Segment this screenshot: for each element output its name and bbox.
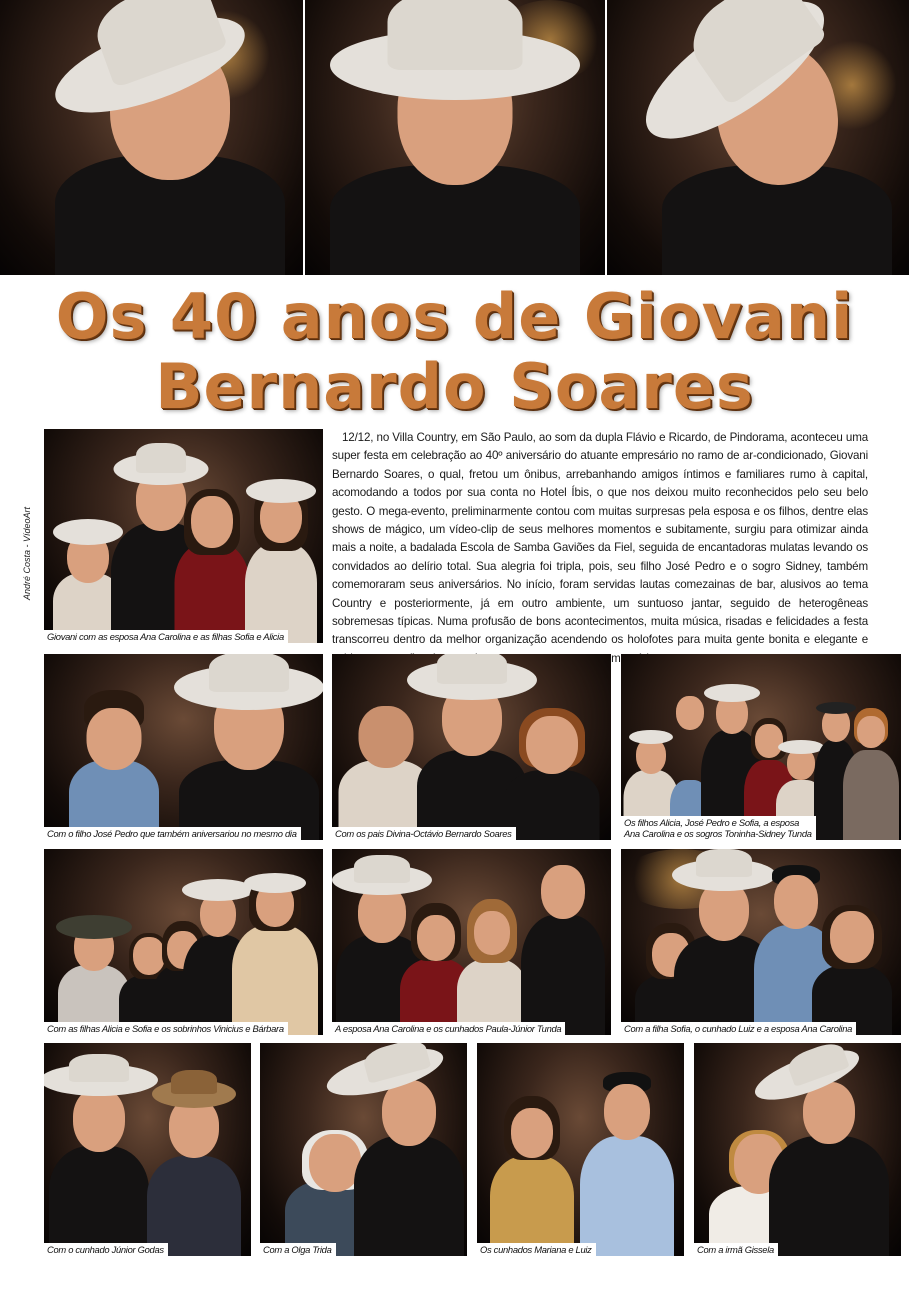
photo-caption: Com a irmã Gissela xyxy=(694,1243,778,1256)
person-figure xyxy=(764,1046,894,1256)
photo-mariana-luiz xyxy=(477,1043,684,1256)
banner-photo-left xyxy=(0,0,303,275)
photo-with-olga xyxy=(260,1043,467,1256)
person-figure xyxy=(40,0,300,275)
banner-photo-right xyxy=(607,0,909,275)
person-figure xyxy=(647,0,907,275)
person-figure xyxy=(577,1066,677,1256)
photo-with-parents xyxy=(332,654,611,840)
photo-with-daughter xyxy=(621,849,901,1035)
photo-with-nephews xyxy=(44,849,323,1035)
person-figure xyxy=(230,865,320,1035)
person-figure xyxy=(487,1086,577,1256)
photo-caption: Com a filha Sofia, o cunhado Luiz e a esposa Ana Carolina xyxy=(621,1022,856,1035)
photo-credit: André Costa - VídeoArt xyxy=(22,506,32,600)
page-title-line-2: Bernardo Soares xyxy=(155,350,754,423)
photo-with-son xyxy=(44,654,323,840)
page-title-line-1: Os 40 anos de Giovani xyxy=(55,280,854,353)
photo-caption: A esposa Ana Carolina e os cunhados Paula-Júnior Tunda xyxy=(332,1022,565,1035)
person-figure xyxy=(502,690,602,840)
article-body: 12/12, no Villa Country, em São Paulo, ao som da dupla Flávio e Ricardo, de Pindorama, aconteceu uma super festa em celebração ao 40º aniversário do atuante empresário no ramo de ar-condicionado, Giovani Bernardo Soares, o qual, fretou um ônibus, arrebanhando amigos íntimos e familiares rumo à capital, acomodando a todos por sua conta no Hotel Íbis, o que nos deixou muito reconhecidos pelo seu belo gesto. O mega-evento, preliminarmente contou com muitas surpresas pela esposa e os filhos, dentre elas shows de mágico, um vídeo-clip de seus melhores momentos e subitamente, surgiu para otimizar ainda mais a noite, a badalada Escola de Samba Gaviões da Fiel, seguida de encantadoras mulatas levando os convidados ao delírio total. Sua alegria foi tripla, pois, seu filho José Pedro e o sogro Sidney, também comemoraram seus aniversários. No início, foram servidas lautas comezainas de bar, alusivos ao tema Country e posteriormente, já em outro ambiente, um suntuoso jantar, seguido de heterogêneas sobremesas típicas. Numa profusão de bons acontecimentos, muita música, risadas e felicidades a festa transcorreu dentro da melhor organização acendendo os holofotes para muita gente bonita e elegante e xyxy=(332,431,868,647)
person-figure xyxy=(144,1066,244,1256)
person-figure xyxy=(240,463,322,643)
person-figure xyxy=(64,680,164,840)
photo-caption: Com os pais Divina-Octávio Bernardo Soares xyxy=(332,827,516,840)
person-figure xyxy=(518,855,608,1035)
person-figure xyxy=(325,0,585,275)
photo-caption: Com as filhas Alicia e Sofia e os sobrinhos Vinicius e Bárbara xyxy=(44,1022,288,1035)
photo-caption: Com a Olga Trida xyxy=(260,1243,336,1256)
photo-with-sister xyxy=(694,1043,901,1256)
photo-caption-line-2: Ana Carolina e os sogros Toninha-Sidney Tunda xyxy=(624,828,812,839)
photo-caption: Com o cunhado Júnior Godas xyxy=(44,1243,168,1256)
photo-caption-line-1: Os filhos Alicia, José Pedro e Sofia, a esposa xyxy=(624,817,800,828)
photo-with-brother-in-law xyxy=(44,1043,251,1256)
photo-family xyxy=(44,429,323,643)
photo-caption: Com o filho José Pedro que também aniversariou no mesmo dia xyxy=(44,827,301,840)
photo-caption: Giovani com as esposa Ana Carolina e as filhas Sofia e Alicia xyxy=(44,630,288,643)
photo-caption: Os cunhados Mariana e Luiz xyxy=(477,1243,596,1256)
person-figure xyxy=(44,1056,154,1256)
person-figure xyxy=(350,1046,467,1256)
photo-with-in-laws xyxy=(332,849,611,1035)
banner-photo-center xyxy=(305,0,605,275)
photo-family-group xyxy=(621,654,901,840)
person-figure xyxy=(174,654,323,840)
person-figure xyxy=(807,885,897,1035)
photo-caption xyxy=(621,816,816,840)
person-figure xyxy=(841,700,901,840)
